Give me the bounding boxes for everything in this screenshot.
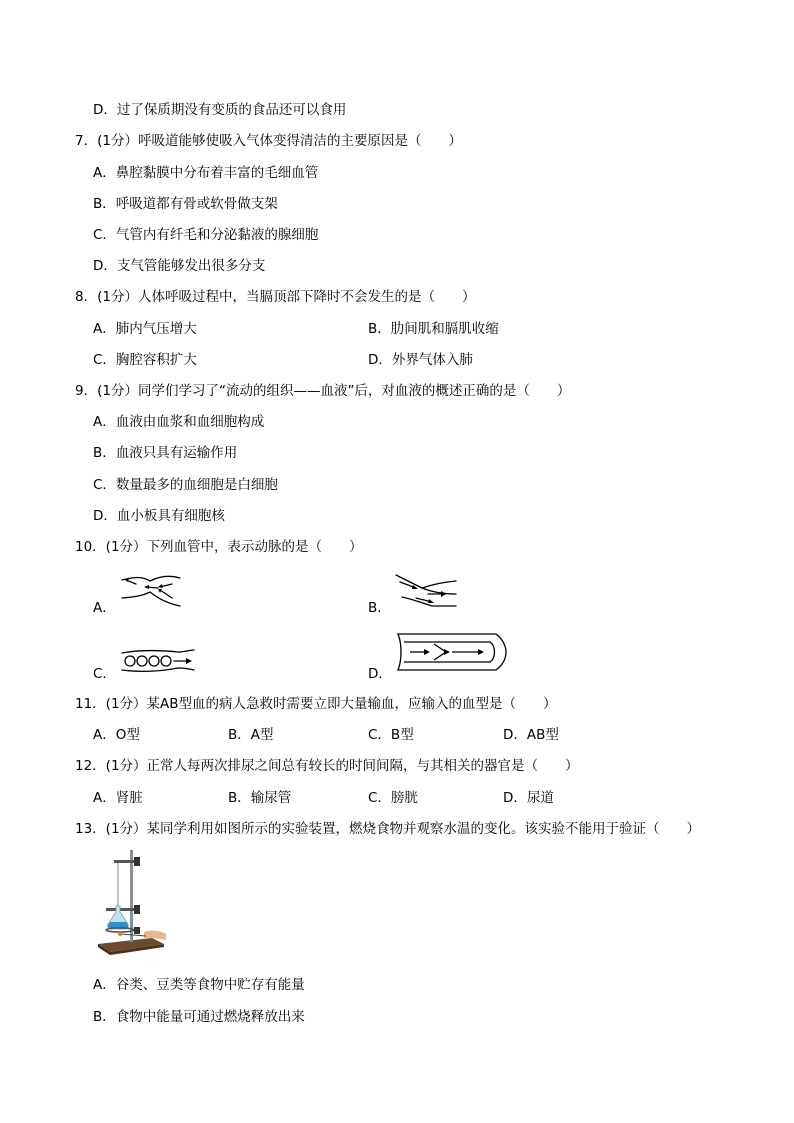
q8-option-d: D．外界气体入肺 [368,352,473,368]
q7-option-b: B．呼吸道都有骨或软骨做支架 [93,196,278,212]
q9-option-d: D．血小板具有细胞核 [93,508,225,524]
q11-option-a: A．O型 [93,727,140,743]
q10-option-c: C． [93,666,116,682]
question-10-stem: 10．(1分）下列血管中，表示动脉的是（ ） [75,539,363,555]
q9-option-a: A．血液由血浆和血细胞构成 [93,414,265,430]
q8-option-a: A．肺内气压增大 [93,321,197,337]
q10-option-d: D． [368,666,392,682]
vessel-figure-c [118,646,196,676]
vessel-figure-d [392,630,510,674]
q11-option-c: C．B型 [368,727,414,743]
q9-option-c: C．数量最多的血细胞是白细胞 [93,477,278,493]
experiment-apparatus-figure [92,848,170,956]
q7-option-d: D．支气管能够发出很多分支 [93,258,266,274]
q12-option-c: C．膀胱 [368,790,418,806]
q7-option-a: A．鼻腔黏膜中分布着丰富的毛细血管 [93,165,319,181]
q10-option-a: A． [93,600,116,616]
q13-option-b: B．食物中能量可通过燃烧释放出来 [93,1009,305,1025]
question-8-stem: 8．(1分）人体呼吸过程中，当膈顶部下降时不会发生的是（ ） [75,289,476,305]
q9-option-b: B．血液只具有运输作用 [93,445,238,461]
question-13-stem: 13．(1分）某同学利用如图所示的实验装置，燃烧食物并观察水温的变化。该实验不能用于验证（ ） [75,821,701,837]
vessel-figure-a [118,572,184,612]
q13-option-a: A．谷类、豆类等食物中贮存有能量 [93,977,305,993]
option-d-prev: D．过了保质期没有变质的食品还可以食用 [93,102,347,118]
q11-option-b: B．A型 [228,727,274,743]
q8-option-b: B．肋间肌和膈肌收缩 [368,321,499,337]
q11-option-d: D．AB型 [503,727,559,743]
q7-option-c: C．气管内有纤毛和分泌黏液的腺细胞 [93,227,319,243]
q10-option-b: B． [368,600,391,616]
q8-option-c: C．胸腔容积扩大 [93,352,197,368]
question-11-stem: 11．(1分）某AB型血的病人急救时需要立即大量输血，应输入的血型是（ ） [75,696,557,712]
question-7-stem: 7．(1分）呼吸道能够使吸入气体变得清洁的主要原因是（ ） [75,133,462,149]
question-9-stem: 9．(1分）同学们学习了“流动的组织——血液”后，对血液的概述正确的是（ ） [75,383,571,399]
q12-option-d: D．尿道 [503,790,554,806]
vessel-figure-b [392,572,460,612]
q12-option-b: B．输尿管 [228,790,292,806]
q12-option-a: A．肾脏 [93,790,143,806]
question-12-stem: 12．(1分）正常人每两次排尿之间总有较长的时间间隔，与其相关的器官是（ ） [75,758,579,774]
